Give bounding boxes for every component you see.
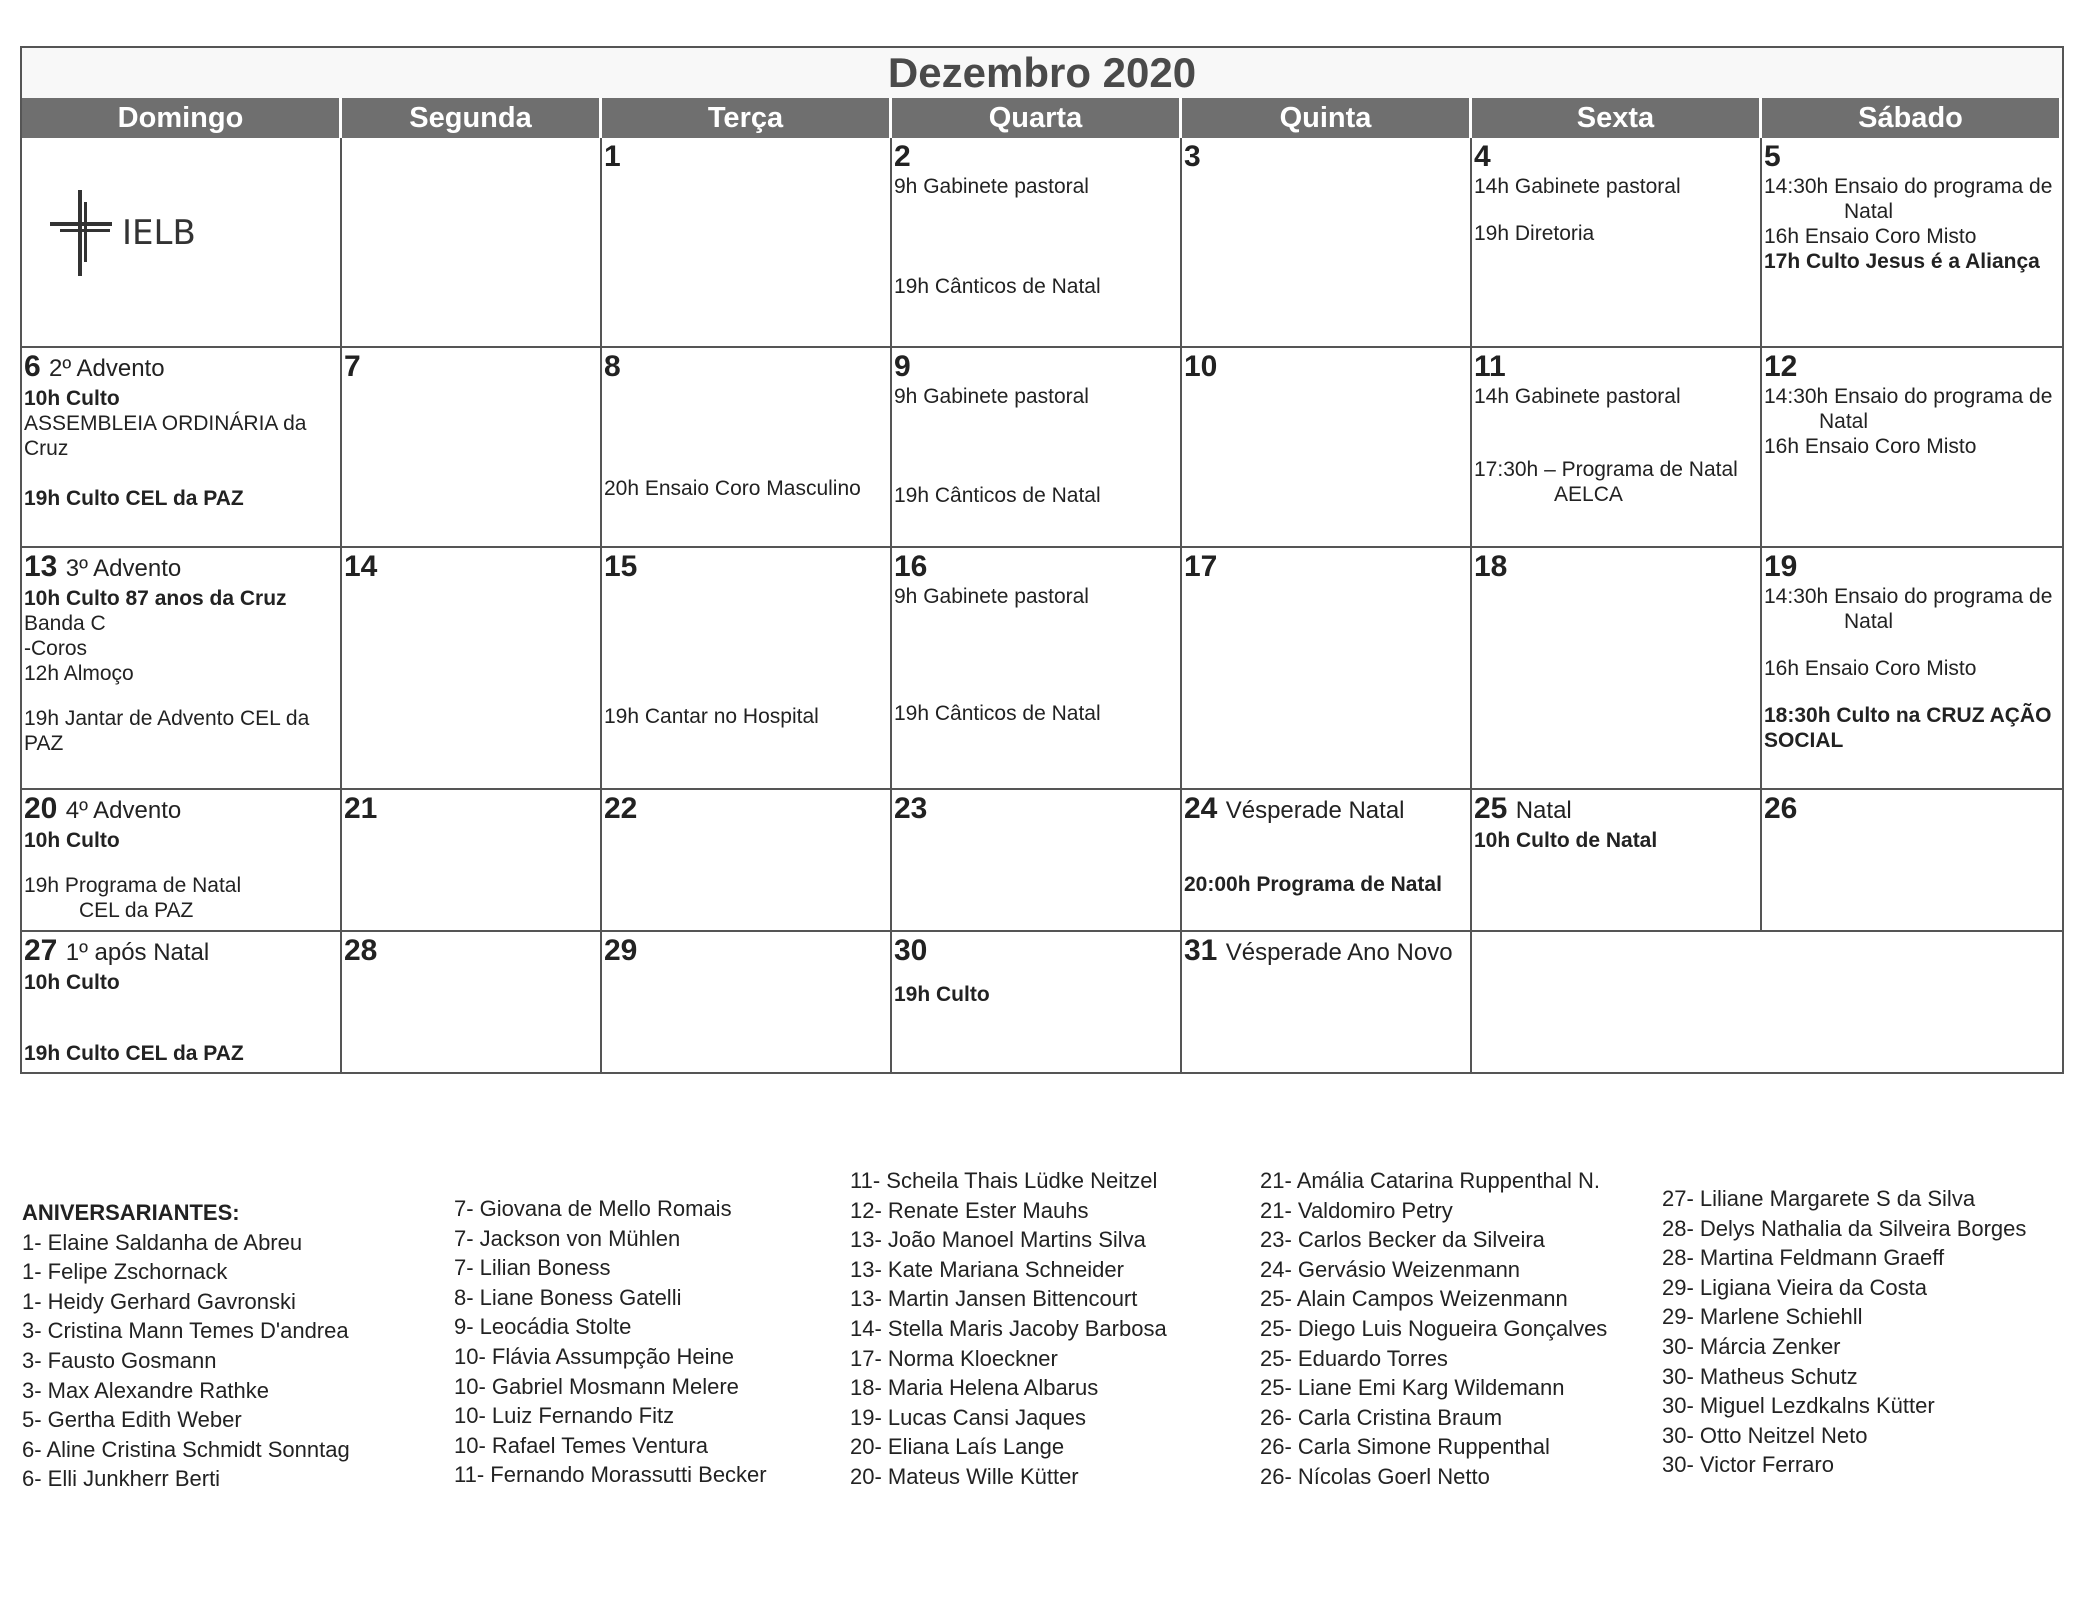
birthday-entry: 25- Alain Campos Weizenmann	[1260, 1286, 1568, 1312]
day-subtitle: 1º após Natal	[65, 939, 210, 966]
birthday-entry: 30- Márcia Zenker	[1662, 1333, 1841, 1359]
event: 19h Cânticos de Natal	[894, 275, 1101, 298]
calendar-title: Dezembro 2020	[22, 48, 2062, 98]
day-number: 26	[1764, 792, 1798, 825]
birthday-entry: 30- Victor Ferraro	[1662, 1452, 1834, 1478]
birthday-entry: 29- Marlene Schiehll	[1662, 1304, 1863, 1330]
day-cell-4	[1472, 138, 1762, 348]
birthday-entry: 20- Eliana Laís Lange	[850, 1434, 1065, 1460]
day-number: 15	[604, 550, 638, 583]
day-cell-17	[1182, 548, 1472, 790]
day-cell-21	[342, 790, 602, 932]
birthday-entry: 28- Martina Feldmann Graeff	[1662, 1245, 1945, 1271]
day-cell-27	[22, 932, 342, 1072]
day-cell-10	[1182, 348, 1472, 548]
day-number: 18	[1474, 550, 1508, 583]
day-cell-24	[1182, 790, 1472, 932]
event: 19h Programa de Natal	[24, 874, 242, 897]
event: Natal	[1844, 200, 1894, 223]
birthday-entry: 26- Carla Simone Ruppenthal	[1260, 1434, 1550, 1460]
day-number: 17	[1184, 550, 1218, 583]
birthday-entry: 6- Elli Junkherr Berti	[22, 1466, 221, 1492]
day-cell-12	[1762, 348, 2062, 548]
event: Banda C	[24, 612, 106, 635]
birthday-entry: 30- Miguel Lezdkalns Kütter	[1662, 1393, 1935, 1419]
birthday-entry: 25- Diego Luis Nogueira Gonçalves	[1260, 1315, 1608, 1341]
birthday-entry: 24- Gervásio Weizenmann	[1260, 1256, 1521, 1282]
day-number: 14	[344, 550, 378, 583]
day-cell-19	[1762, 548, 2062, 790]
birthday-entry: 13- João Manoel Martins Silva	[850, 1227, 1146, 1253]
event: 10h Culto	[24, 829, 120, 852]
event: 19h Culto CEL da PAZ	[24, 487, 244, 510]
event: 10h Culto	[24, 971, 120, 994]
event: 16h Ensaio Coro Misto	[1764, 657, 1977, 680]
day-number: 29	[604, 934, 638, 967]
birthday-column-2	[454, 1194, 767, 1490]
event: 9h Gabinete pastoral	[894, 175, 1089, 198]
day-cell-15	[602, 548, 892, 790]
day-cell-7	[342, 348, 602, 548]
day-number: 30	[894, 934, 928, 967]
birthday-entry: 11- Fernando Morassutti Becker	[454, 1462, 767, 1488]
day-number: 31 Vésperade Ano Novo	[1184, 934, 1453, 967]
day-cell-2	[892, 138, 1182, 348]
event: 14h Gabinete pastoral	[1474, 385, 1681, 408]
event: 19h Culto	[894, 983, 990, 1006]
event: 20:00h Programa de Natal	[1184, 873, 1442, 896]
event: ASSEMBLEIA ORDINÁRIA da Cruz	[24, 412, 307, 460]
day-cell-8	[602, 348, 892, 548]
day-number: 25 Natal	[1474, 792, 1572, 825]
birthday-entry: 18- Maria Helena Albarus	[850, 1375, 1099, 1401]
day-number: 2	[894, 140, 911, 173]
event: 9h Gabinete pastoral	[894, 385, 1089, 408]
day-cell-30	[892, 932, 1182, 1072]
logo-text: IELB	[122, 213, 196, 253]
day-number: 6 2º Advento	[24, 350, 165, 383]
event: 19h Diretoria	[1474, 222, 1595, 245]
birthday-entry: 20- Mateus Wille Kütter	[850, 1463, 1079, 1489]
day-number: 27 1º após Natal	[24, 934, 210, 967]
birthday-column-4	[1260, 1166, 1607, 1492]
birthday-entry: 19- Lucas Cansi Jaques	[850, 1404, 1087, 1430]
birthday-entry: 1- Elaine Saldanha de Abreu	[22, 1229, 303, 1255]
day-cell-22	[602, 790, 892, 932]
birthday-entry: 10- Gabriel Mosmann Melere	[454, 1373, 739, 1399]
day-number: 11	[1474, 350, 1506, 383]
birthday-column-1	[22, 1198, 350, 1494]
day-cell-9	[892, 348, 1182, 548]
birthday-entry: 30- Otto Neitzel Neto	[1662, 1422, 1868, 1448]
birthday-entry: 1- Heidy Gerhard Gavronski	[22, 1288, 296, 1314]
event: -Coros	[24, 637, 88, 660]
day-cell-18	[1472, 548, 1762, 790]
day-subtitle: 2º Advento	[49, 355, 165, 382]
day-cell-1	[602, 138, 892, 348]
event: 17h Culto Jesus é a Aliança	[1764, 250, 2040, 273]
day-number: 3	[1184, 140, 1201, 173]
birthday-entry: 23- Carlos Becker da Silveira	[1260, 1227, 1545, 1253]
birthday-entry: 9- Leocádia Stolte	[454, 1314, 632, 1340]
birthday-entry: 10- Rafael Temes Ventura	[454, 1432, 708, 1458]
day-subtitle: Vésperade Natal	[1225, 797, 1405, 824]
day-number: 16	[894, 550, 928, 583]
event: 20h Ensaio Coro Masculino	[604, 477, 861, 500]
event: 19h Jantar de Advento CEL da PAZ	[24, 707, 310, 755]
event: 19h Cânticos de Natal	[894, 484, 1101, 507]
day-number: 21	[344, 792, 378, 825]
birthday-column-5	[1662, 1184, 2026, 1480]
birthday-entry: 26- Nícolas Goerl Netto	[1260, 1463, 1490, 1489]
event: Natal	[1819, 410, 1869, 433]
day-number: 22	[604, 792, 638, 825]
event: 10h Culto	[24, 387, 120, 410]
cross-icon	[46, 188, 116, 278]
day-header-wednesday: Quarta	[892, 98, 1182, 138]
day-cell-29	[602, 932, 892, 1072]
birthday-entry: 25- Eduardo Torres	[1260, 1345, 1448, 1371]
event: 19h Cânticos de Natal	[894, 702, 1101, 725]
event: Natal	[1844, 610, 1894, 633]
day-subtitle: 3º Advento	[65, 555, 182, 582]
event: 14:30h Ensaio do programa de	[1764, 585, 2053, 608]
event: 14h Gabinete pastoral	[1474, 175, 1681, 198]
day-subtitle: Natal	[1515, 797, 1572, 824]
day-cell-31	[1182, 932, 1472, 1072]
day-number: 23	[894, 792, 928, 825]
day-header-sunday: Domingo	[22, 98, 342, 138]
day-header-friday: Sexta	[1472, 98, 1762, 138]
birthday-entry: 13- Kate Mariana Schneider	[850, 1256, 1124, 1282]
birthday-entry: 10- Flávia Assumpção Heine	[454, 1343, 735, 1369]
event: 17:30h – Programa de Natal	[1474, 458, 1738, 481]
event: 14:30h Ensaio do programa de	[1764, 175, 2053, 198]
day-number: 28	[344, 934, 378, 967]
event: 10h Culto 87 anos da Cruz	[24, 587, 287, 610]
day-header-saturday: Sábado	[1762, 98, 2062, 138]
birthday-entry: 27- Liliane Margarete S da Silva	[1662, 1186, 1976, 1211]
birthday-entry: 25- Liane Emi Karg Wildemann	[1260, 1375, 1565, 1401]
birthday-entry: 29- Ligiana Vieira da Costa	[1662, 1274, 1927, 1300]
birthday-entry: 3- Fausto Gosmann	[22, 1347, 217, 1373]
event: 12h Almoço	[24, 662, 134, 685]
day-cell-20	[22, 790, 342, 932]
day-cell-11	[1472, 348, 1762, 548]
birthday-entry: 13- Martin Jansen Bittencourt	[850, 1286, 1138, 1312]
event: 9h Gabinete pastoral	[894, 585, 1089, 608]
event: 19h Cantar no Hospital	[604, 705, 819, 728]
birthday-entry: 12- Renate Ester Mauhs	[850, 1197, 1089, 1223]
event: 10h Culto de Natal	[1474, 829, 1658, 852]
ielb-logo	[46, 188, 196, 278]
day-cell-14	[342, 548, 602, 790]
event: 18:30h Culto na CRUZ AÇÃO SOCIAL	[1764, 704, 2052, 752]
day-cell-16	[892, 548, 1182, 790]
birthday-column-3	[850, 1166, 1167, 1492]
day-cell-3	[1182, 138, 1472, 348]
birthday-entry: 1- Felipe Zschornack	[22, 1259, 228, 1285]
day-header-tuesday: Terça	[602, 98, 892, 138]
event: AELCA	[1554, 483, 1623, 506]
day-number: 12	[1764, 350, 1798, 383]
day-subtitle: 4º Advento	[65, 797, 182, 824]
birthday-entry: 28- Delys Nathalia da Silveira Borges	[1662, 1215, 2027, 1241]
birthday-entry: 5- Gertha Edith Weber	[22, 1407, 242, 1433]
day-number: 4	[1474, 140, 1491, 173]
day-number: 13 3º Advento	[24, 550, 182, 583]
day-cell-23	[892, 790, 1182, 932]
day-cell-25	[1472, 790, 1762, 932]
birthday-list	[0, 1166, 2100, 1496]
day-number: 19	[1764, 550, 1798, 583]
day-header-thursday: Quinta	[1182, 98, 1472, 138]
day-number: 10	[1184, 350, 1218, 383]
birthday-entry: 7- Giovana de Mello Romais	[454, 1196, 732, 1221]
day-cell-empty	[1472, 932, 2062, 1072]
day-number: 5	[1764, 140, 1781, 173]
birthday-entry: 7- Jackson von Mühlen	[454, 1225, 681, 1251]
birthday-entry: 7- Lilian Boness	[454, 1255, 611, 1281]
birthday-entry: 8- Liane Boness Gatelli	[454, 1284, 682, 1310]
event: 16h Ensaio Coro Misto	[1764, 225, 1977, 248]
birthday-entry: 26- Carla Cristina Braum	[1260, 1404, 1503, 1430]
day-cell-empty	[342, 138, 602, 348]
birthday-entry: 6- Aline Cristina Schmidt Sonntag	[22, 1436, 350, 1462]
birthday-entry: 11- Scheila Thais Lüdke Neitzel	[850, 1168, 1158, 1193]
day-number: 8	[604, 350, 621, 383]
day-cell-5	[1762, 138, 2062, 348]
day-cell-28	[342, 932, 602, 1072]
day-subtitle: Vésperade Ano Novo	[1225, 939, 1453, 966]
day-number: 9	[894, 350, 911, 383]
day-cell-empty-logo	[22, 138, 342, 348]
birthday-heading: ANIVERSARIANTES:	[22, 1200, 240, 1225]
birthday-entry: 3- Max Alexandre Rathke	[22, 1377, 270, 1403]
event: CEL da PAZ	[79, 899, 194, 922]
birthday-entry: 3- Cristina Mann Temes D'andrea	[22, 1318, 349, 1344]
day-number: 20 4º Advento	[24, 792, 182, 825]
calendar-grid	[22, 98, 2062, 1072]
day-number: 24 Vésperade Natal	[1184, 792, 1405, 825]
day-header-monday: Segunda	[342, 98, 602, 138]
day-number: 7	[344, 350, 361, 383]
day-cell-6	[22, 348, 342, 548]
event: 16h Ensaio Coro Misto	[1764, 435, 1977, 458]
birthday-entry: 10- Luiz Fernando Fitz	[454, 1403, 675, 1429]
birthday-entry: 21- Amália Catarina Ruppenthal N.	[1260, 1168, 1600, 1193]
event: 14:30h Ensaio do programa de	[1764, 385, 2053, 408]
birthday-entry: 30- Matheus Schutz	[1662, 1363, 1858, 1389]
day-number: 1	[604, 140, 621, 173]
calendar	[20, 46, 2064, 1074]
day-cell-26	[1762, 790, 2062, 932]
day-cell-13	[22, 548, 342, 790]
birthday-entry: 21- Valdomiro Petry	[1260, 1197, 1453, 1223]
birthday-entry: 14- Stella Maris Jacoby Barbosa	[850, 1315, 1167, 1341]
birthday-entry: 17- Norma Kloeckner	[850, 1345, 1058, 1371]
event: 19h Culto CEL da PAZ	[24, 1042, 244, 1065]
